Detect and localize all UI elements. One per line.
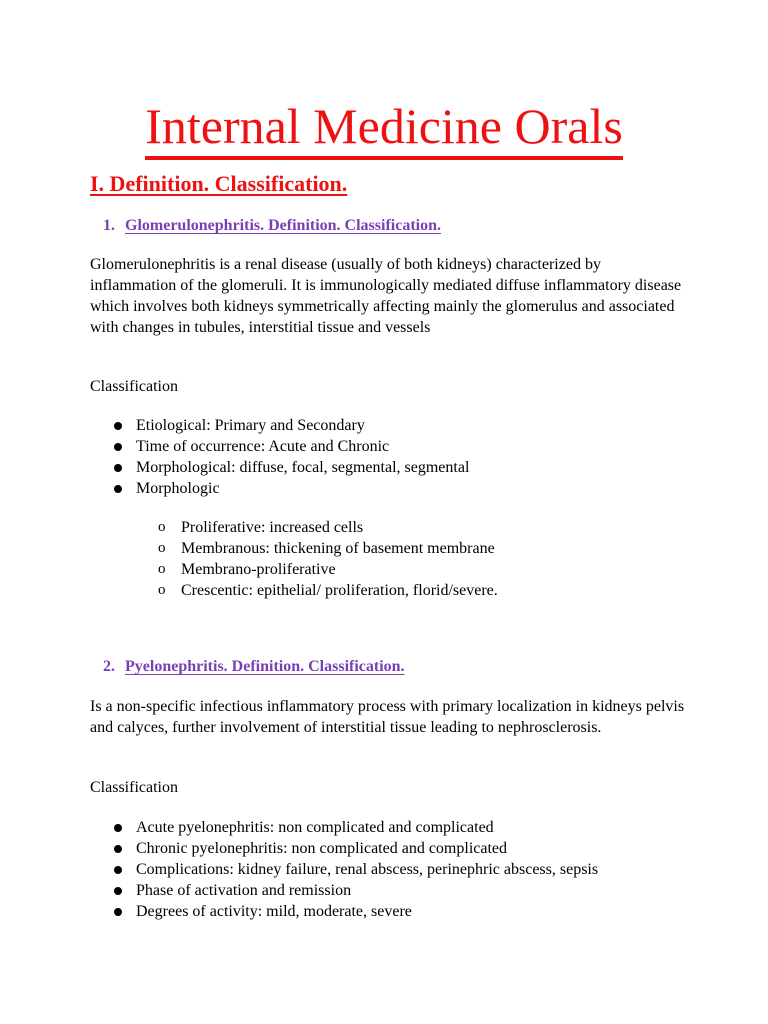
bullet-circle-icon: o xyxy=(158,582,166,598)
bullet-dot-icon xyxy=(114,422,122,430)
bullet-dot-icon xyxy=(114,824,122,832)
bullet-dot-icon xyxy=(114,845,122,853)
topic-1-paragraph: Glomerulonephritis is a renal disease (usually of both kidneys) characterized by inflammation of the glomeruli. It is immunologically mediated diffuse inflammatory disease which involves both kidneys symmetrically affecting mainly the glomerulus and associated with changes in tubules, interstitial tissue and vessels xyxy=(90,256,682,336)
list-item: Complications: kidney failure, renal abscess, perinephric abscess, sepsis xyxy=(90,859,598,880)
list-item: o Crescentic: epithelial/ proliferation, florid/severe. xyxy=(158,582,498,599)
topic-1-heading xyxy=(103,216,441,236)
bullet-dot-icon xyxy=(114,443,122,451)
bullet-dot-icon xyxy=(114,866,122,874)
bullet-circle-icon: o xyxy=(158,540,166,556)
list-item: Phase of activation and remission xyxy=(90,880,598,901)
topic-2-bullet-list xyxy=(90,817,598,922)
topic-1-number: 1. xyxy=(103,217,115,234)
topic-2-number: 2. xyxy=(103,658,115,675)
bullet-circle-icon: o xyxy=(158,519,166,535)
page-title-text: Internal Medicine Orals xyxy=(145,98,623,160)
page-title xyxy=(0,96,768,156)
bullet-dot-icon xyxy=(114,464,122,472)
list-item: o Membranous: thickening of basement membrane xyxy=(158,540,495,557)
topic-2-classification-label: Classification xyxy=(90,779,178,796)
topic-2-heading xyxy=(103,657,405,677)
list-item: Morphological: diffuse, focal, segmental, segmental xyxy=(90,457,469,478)
topic-2-heading-text: Pyelonephritis. Definition. Classification. xyxy=(125,658,405,675)
topic-2-paragraph: Is a non-specific infectious inflammatory process with primary localization in kidneys pelvis and calyces, further involvement of interstitial tissue leading to nephrosclerosis. xyxy=(90,698,685,736)
bullet-dot-icon xyxy=(114,908,122,916)
list-item: Degrees of activity: mild, moderate, severe xyxy=(90,901,598,922)
bullet-circle-icon: o xyxy=(158,561,166,577)
list-item: Chronic pyelonephritis: non complicated and complicated xyxy=(90,838,598,859)
topic-1-classification-label: Classification xyxy=(90,378,178,395)
topic-1-heading-text: Glomerulonephritis. Definition. Classification. xyxy=(125,217,441,234)
list-item: Etiological: Primary and Secondary xyxy=(90,415,469,436)
list-item: Morphologic xyxy=(90,478,469,499)
section-heading: I. Definition. Classification. xyxy=(90,171,348,196)
topic-1-bullet-list xyxy=(90,415,469,499)
topic-1-sub-bullet-list xyxy=(157,517,498,601)
list-item: Time of occurrence: Acute and Chronic xyxy=(90,436,469,457)
bullet-dot-icon xyxy=(114,485,122,493)
list-item: o Proliferative: increased cells xyxy=(158,519,364,536)
bullet-dot-icon xyxy=(114,887,122,895)
list-item: o Membrano-proliferative xyxy=(158,561,336,578)
list-item: Acute pyelonephritis: non complicated and complicated xyxy=(90,817,598,838)
